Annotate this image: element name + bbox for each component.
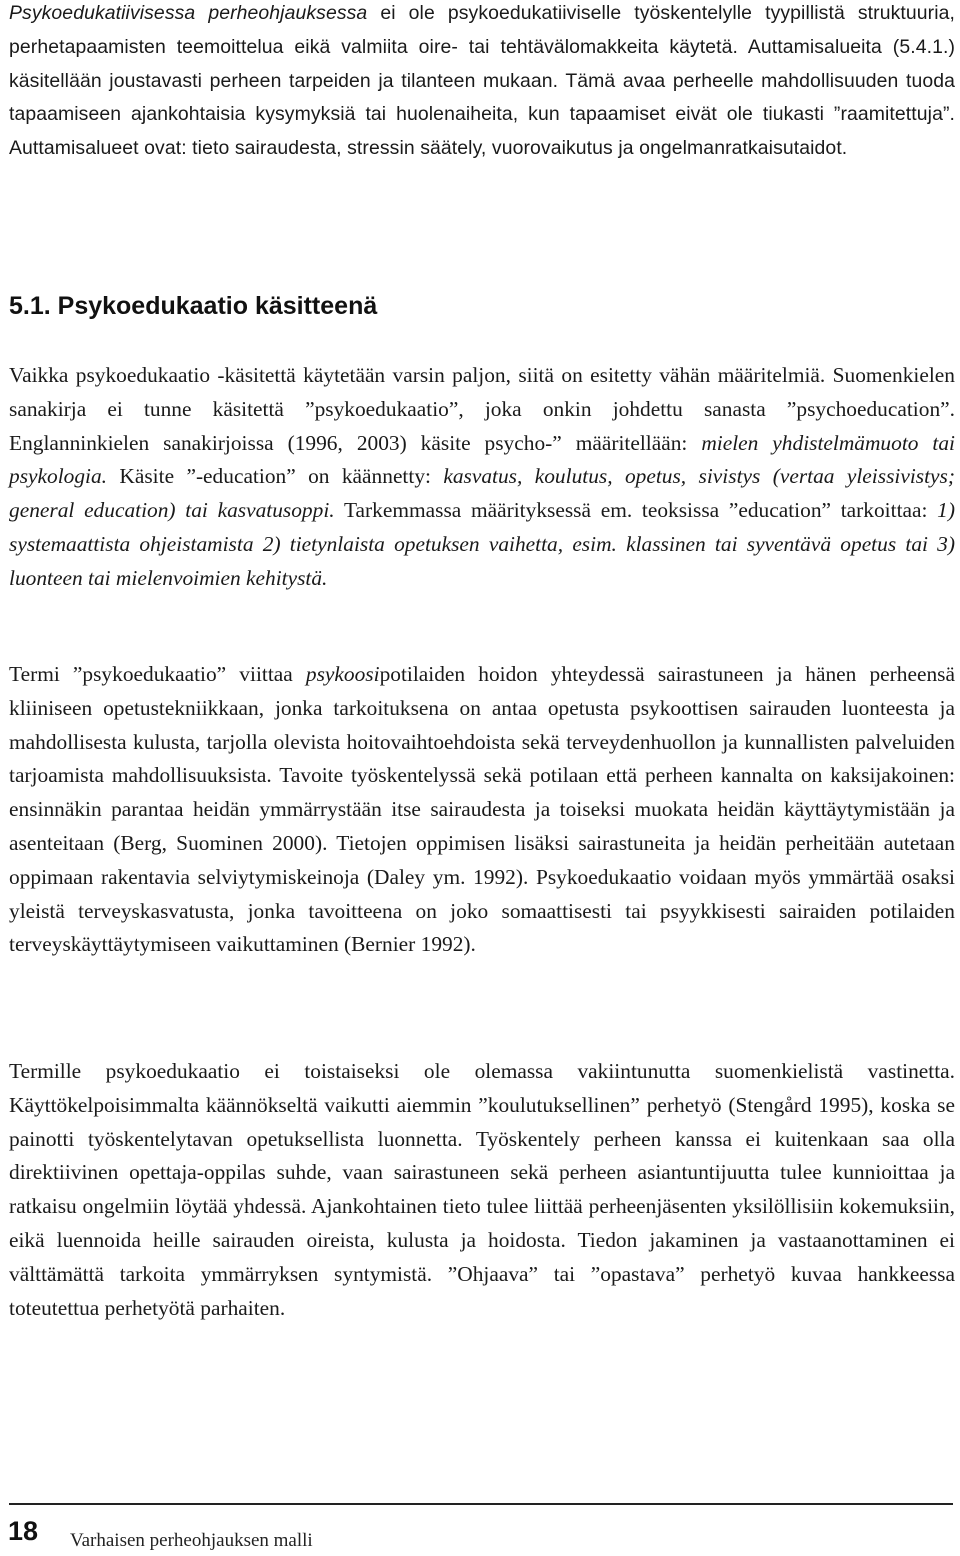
text-run: Termi ”psykoedukaatio” viittaa bbox=[9, 662, 306, 686]
italic-run: psykoosi bbox=[305, 662, 380, 686]
italic-run: mielen yhdistelmämuoto tai psykologia. bbox=[9, 430, 955, 489]
text-run: Vaikka psykoedukaatio -käsitettä käytetään varsin paljon, siitä on esitetty vähän määritelmiä. Suomenkielen sanakirja ei tunne käsitettä ”psykoedukaatio”, joka onkin johdettu sanasta ”psychoeducation”. Englanninkielen sanakirjoissa (1996, 2003) käsite psycho-” määritellään: bbox=[9, 363, 955, 455]
paragraph-term bbox=[9, 658, 955, 962]
page-number: 18 bbox=[8, 1516, 39, 1546]
text-run: Tarkemmassa määrityksessä em. teoksissa ”education” tarkoittaa: bbox=[334, 498, 938, 523]
italic-run: kasvatus, koulutus, opetus, sivistys (vertaa yleissivistys; general education) tai kasvatusoppi. bbox=[9, 464, 955, 523]
paragraph-translation: Termille psykoedukaatio ei toistaiseksi ole olemassa vakiintunutta suomenkielistä vastinetta. Käyttökelpoisimmalta käännökseltä vaikutti aiemmin ”koulutuksellinen” perhetyö (Stengård 1995), koska se painotti työskentelytavan opetuksellista luonnetta. Työskentely perheen kanssa ei kuitenkaan saa olla direktiivinen opettaja-oppilas suhde, vaan sairastuneen sekä perheen asiantuntijuutta tulee kunnioittaa ja ratkaisu ongelmiin löytää yhdessä. Ajankohtainen tieto tulee liittää perheenjäsenten yksilöllisiin kokemuksiin, eikä luennoida heille sairauden oireista, kulusta ja hoidosta. Tiedon jakaminen ja vastaanottaminen ei välttämättä tarkoita ymmärryksen syntymistä. ”Ohjaava” tai ”opastava” perhetyö kuvaa hankkeessa toteutettua perhetyötä parhaiten. bbox=[9, 1059, 955, 1320]
intro-text: ei ole psykoedukatiiviselle työskentelylle tyypillistä struktuuria, perhetapaamisten teemoittelua eikä valmiita oire- tai tehtävälomakkeita käytetä. Auttamisalueita (5.4.1.) käsitellään joustavasti perheen tarpeiden ja tilanteen mukaan. Tämä avaa perheelle mahdollisuuden tuoda tapaamiseen ajankohtaisia kysymyksiä tai huolenaiheita, kun tapaamiset eivät ole tiukasti ”raamitettuja”. Auttamisalueet ovat: tieto sairaudesta, stressin säätely, vuorovaikutus ja ongelmanratkaisutaidot. bbox=[9, 2, 955, 160]
italic-run: 1) systemaattista ohjeistamista 2) tietynlaista opetuksen vaihetta, esim. klassinen tai syventävä opetus tai 3) luonteen tai mielenvoimien kehitystä. bbox=[9, 498, 955, 590]
text-run: Käsite ”-education” on käännetty: bbox=[107, 464, 444, 489]
text-run: potilaiden hoidon yhteydessä sairastuneen ja hänen perheensä kliiniseen opetustekniikkaan, jonka tarkoituksena on antaa opetusta psykoottisen sairauden luonteesta ja mahdollisesta kulusta, tarjolla olevista hoitovaihtoehdoista sekä terveydenhuollon ja kunnallisten palveluiden tarjoamista mahdollisuuksista. Tavoite työskentelyssä sekä potilaan että perheen kannalta on kaksijakoinen: ensinnäkin parantaa heidän ymmärrystään itse sairaudesta ja toiseksi muokata heidän käyttäytymistään ja asenteitaan (Berg, Suominen 2000). Tietojen oppimisen lisäksi sairastuneita ja heidän perheitään autetaan oppimaan rakentavia selviytymiskeinoja (Daley ym. 1992). Psykoedukaatio voidaan myös ymmärtää osaksi yleistä terveyskasvatusta, jonka tavoitteena on joko somaattisesti tai psyykkisesti sairaiden potilaiden terveyskäyttäytymiseen vaikuttaminen (Bernier 1992). bbox=[9, 662, 955, 957]
intro-paragraph bbox=[9, 0, 955, 166]
paragraph-definition bbox=[9, 359, 955, 596]
footer-title: Varhaisen perheohjauksen malli bbox=[70, 1530, 313, 1551]
section-heading: 5.1. Psykoedukaatio käsitteenä bbox=[9, 292, 378, 320]
footer-divider bbox=[9, 1503, 953, 1505]
intro-italic-term: Psykoedukatiivisessa perheohjauksessa bbox=[9, 2, 368, 24]
